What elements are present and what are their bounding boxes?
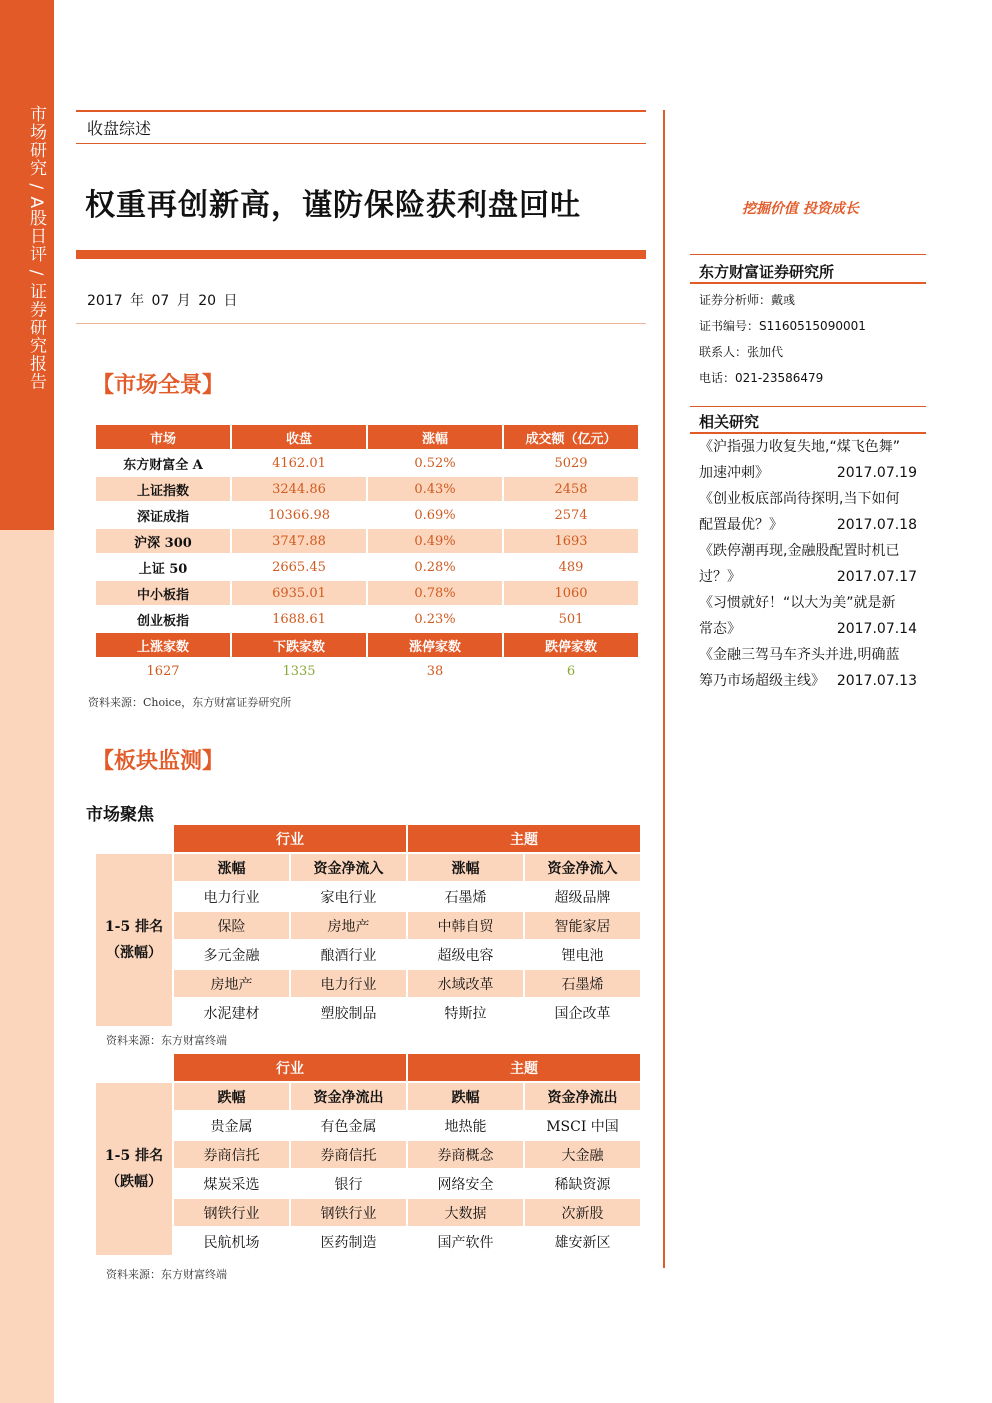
related-item-line1: 《创业板底部尚待探明,当下如何 [699, 491, 900, 507]
sector-cell: 地热能 [408, 1112, 523, 1139]
table-row [96, 477, 638, 501]
market-table [94, 423, 640, 685]
sector-cell: 次新股 [525, 1199, 640, 1226]
related-item[interactable] [699, 486, 921, 538]
change-value: 0.43% [368, 477, 502, 501]
market-name: 深证成指 [96, 503, 230, 527]
section-title-sector: 【板块监测】 [92, 748, 225, 774]
table-row [96, 607, 638, 631]
page-title: 权重再创新高，谨防保险获利盘回吐 [85, 188, 581, 223]
table-row [96, 555, 638, 579]
related-item-line2: 配置最优？》 [699, 517, 783, 533]
sector-cell: 券商信托 [174, 1141, 289, 1168]
turnover-value: 2574 [504, 503, 638, 527]
related-top-rule [690, 406, 926, 407]
report-type: 收盘综述 [87, 119, 152, 138]
sub-header: 资金净流出 [291, 1083, 406, 1110]
close-value: 1688.61 [232, 607, 366, 631]
group-header-industry: 行业 [174, 1054, 406, 1081]
market-name: 中小板指 [96, 581, 230, 605]
sector-cell: 石墨烯 [408, 883, 523, 910]
turnover-value: 1060 [504, 581, 638, 605]
header-top-rule [76, 110, 646, 112]
sector-cell: 石墨烯 [525, 970, 640, 997]
turnover-value: 1693 [504, 529, 638, 553]
close-value: 3244.86 [232, 477, 366, 501]
losers-table [94, 1052, 642, 1257]
close-value: 3747.88 [232, 529, 366, 553]
sector-cell: 电力行业 [291, 970, 406, 997]
change-value: 0.52% [368, 451, 502, 475]
group-header-theme: 主题 [408, 1054, 640, 1081]
sector-cell: 超级品牌 [525, 883, 640, 910]
rank-label [96, 1083, 172, 1255]
breadth-header: 下跌家数 [232, 633, 366, 657]
sub-header: 资金净流出 [525, 1083, 640, 1110]
market-name: 上证指数 [96, 477, 230, 501]
rank-label-line1: 1-5 排名 [104, 919, 164, 935]
change-value: 0.78% [368, 581, 502, 605]
table-row [96, 1141, 640, 1168]
related-title: 相关研究 [699, 413, 760, 431]
corner-cell [96, 1054, 172, 1081]
table-row [96, 1112, 640, 1139]
sector-cell: 雄安新区 [525, 1228, 640, 1255]
sector-cell: 智能家居 [525, 912, 640, 939]
report-date: 2017 年 07 月 20 日 [87, 293, 238, 309]
related-item-line1: 《习惯就好！“以大为美”就是新 [699, 595, 896, 611]
column-divider [663, 110, 665, 1268]
date-divider [76, 323, 646, 324]
sector-cell: 大数据 [408, 1199, 523, 1226]
sub-header: 跌幅 [174, 1083, 289, 1110]
col-header: 涨幅 [368, 425, 502, 449]
related-item-date: 2017.07.18 [836, 517, 917, 533]
sector-cell: 电力行业 [174, 883, 289, 910]
side-band-bottom [0, 530, 54, 1403]
section-subtitle: 市场聚焦 [86, 805, 154, 825]
sub-header: 涨幅 [408, 854, 523, 881]
market-name: 上证 50 [96, 555, 230, 579]
related-item-date: 2017.07.14 [836, 621, 917, 637]
rank-label-line1: 1-5 排名 [104, 1148, 164, 1164]
sector-cell: 银行 [291, 1170, 406, 1197]
losers-source: 资料来源：东方财富终端 [106, 1268, 227, 1281]
sector-cell: 房地产 [174, 970, 289, 997]
table-row [96, 503, 638, 527]
sub-header: 跌幅 [408, 1083, 523, 1110]
contact: 联系人：张加代 [699, 345, 784, 359]
change-value: 0.28% [368, 555, 502, 579]
sector-cell: 有色金属 [291, 1112, 406, 1139]
table-row [96, 941, 640, 968]
institute-top-rule [690, 254, 926, 255]
gainers-table [94, 823, 642, 1028]
phone: 电话：021-23586479 [699, 371, 824, 385]
sector-cell: 超级电容 [408, 941, 523, 968]
table-row [96, 581, 638, 605]
table-row [96, 970, 640, 997]
institute-bottom-rule [690, 282, 926, 284]
corner-cell [96, 825, 172, 852]
table-row [96, 1199, 640, 1226]
breadth-header: 上涨家数 [96, 633, 230, 657]
breadth-row [96, 659, 638, 683]
close-value: 2665.45 [232, 555, 366, 579]
sector-cell: 钢铁行业 [291, 1199, 406, 1226]
change-value: 0.23% [368, 607, 502, 631]
table-row [96, 883, 640, 910]
turnover-value: 501 [504, 607, 638, 631]
advancers-count: 1627 [96, 659, 230, 683]
decliners-count: 1335 [232, 659, 366, 683]
sector-cell: 医药制造 [291, 1228, 406, 1255]
related-item[interactable] [699, 642, 921, 694]
sector-cell: 酿酒行业 [291, 941, 406, 968]
related-list [699, 434, 921, 694]
group-header-industry: 行业 [174, 825, 406, 852]
sub-header: 涨幅 [174, 854, 289, 881]
sector-cell: 钢铁行业 [174, 1199, 289, 1226]
table-row [96, 451, 638, 475]
col-header: 成交额（亿元） [504, 425, 638, 449]
table-row [96, 1228, 640, 1255]
sector-cell: 券商概念 [408, 1141, 523, 1168]
sector-cell: 网络安全 [408, 1170, 523, 1197]
col-header: 收盘 [232, 425, 366, 449]
sector-cell: 券商信托 [291, 1141, 406, 1168]
close-value: 10366.98 [232, 503, 366, 527]
sub-header: 资金净流入 [525, 854, 640, 881]
breadth-header: 涨停家数 [368, 633, 502, 657]
turnover-value: 2458 [504, 477, 638, 501]
sector-cell: 稀缺资源 [525, 1170, 640, 1197]
sector-cell: 煤炭采选 [174, 1170, 289, 1197]
section-title-market: 【市场全景】 [92, 372, 225, 398]
rank-label-line2: （跌幅） [106, 1174, 162, 1190]
related-item-line1: 《沪指强力收复失地,“煤飞色舞” [699, 439, 900, 455]
table-row [96, 999, 640, 1026]
sector-cell: 房地产 [291, 912, 406, 939]
rank-label-line2: （涨幅） [106, 945, 162, 961]
related-item[interactable] [699, 538, 921, 590]
sector-cell: 大金融 [525, 1141, 640, 1168]
table-row [96, 912, 640, 939]
sector-cell: 民航机场 [174, 1228, 289, 1255]
header-sub-rule [76, 143, 646, 144]
slogan: 挖掘价值 投资成长 [742, 201, 859, 217]
related-item-line1: 《金融三驾马车齐头并进,明确蓝 [699, 647, 900, 663]
table-row [96, 529, 638, 553]
related-item-date: 2017.07.17 [836, 569, 917, 585]
sector-cell: 贵金属 [174, 1112, 289, 1139]
side-category-text: 市场研究 / A股日评 / 证券研究报告 [26, 105, 46, 391]
market-name: 创业板指 [96, 607, 230, 631]
related-item[interactable] [699, 434, 921, 486]
breadth-header: 跌停家数 [504, 633, 638, 657]
limit-down-count: 6 [504, 659, 638, 683]
license-number: 证书编号：S1160515090001 [699, 319, 866, 333]
sector-cell: 特斯拉 [408, 999, 523, 1026]
sector-cell: 水域改革 [408, 970, 523, 997]
sector-cell: 中韩自贸 [408, 912, 523, 939]
close-value: 4162.01 [232, 451, 366, 475]
group-header-theme: 主题 [408, 825, 640, 852]
col-header: 市场 [96, 425, 230, 449]
rank-label [96, 854, 172, 1026]
sector-cell: 保险 [174, 912, 289, 939]
sector-cell: MSCI 中国 [525, 1112, 640, 1139]
turnover-value: 489 [504, 555, 638, 579]
related-item-line2: 筹乃市场超级主线》 [699, 673, 825, 689]
related-item-line1: 《跌停潮再现,金融股配置时机已 [699, 543, 900, 559]
table-row [96, 1170, 640, 1197]
sector-cell: 锂电池 [525, 941, 640, 968]
related-item-date: 2017.07.19 [836, 465, 917, 481]
market-source: 资料来源：Choice，东方财富证券研究所 [88, 696, 292, 709]
related-item-line2: 过？》 [699, 569, 741, 585]
related-item[interactable] [699, 590, 921, 642]
institute-name: 东方财富证券研究所 [699, 263, 835, 281]
sector-cell: 国产软件 [408, 1228, 523, 1255]
analyst: 证券分析师：戴彧 [699, 293, 796, 307]
market-name: 东方财富全 A [96, 451, 230, 475]
change-value: 0.69% [368, 503, 502, 527]
related-item-date: 2017.07.13 [836, 673, 917, 689]
sector-cell: 家电行业 [291, 883, 406, 910]
sector-cell: 国企改革 [525, 999, 640, 1026]
gainers-source: 资料来源：东方财富终端 [106, 1034, 227, 1047]
limit-up-count: 38 [368, 659, 502, 683]
market-name: 沪深 300 [96, 529, 230, 553]
turnover-value: 5029 [504, 451, 638, 475]
related-item-line2: 加速冲刺》 [699, 465, 769, 481]
sector-cell: 多元金融 [174, 941, 289, 968]
sector-cell: 塑胶制品 [291, 999, 406, 1026]
sub-header: 资金净流入 [291, 854, 406, 881]
sector-cell: 水泥建材 [174, 999, 289, 1026]
headline-thick-rule [76, 250, 646, 259]
change-value: 0.49% [368, 529, 502, 553]
related-item-line2: 常态》 [699, 621, 741, 637]
close-value: 6935.01 [232, 581, 366, 605]
